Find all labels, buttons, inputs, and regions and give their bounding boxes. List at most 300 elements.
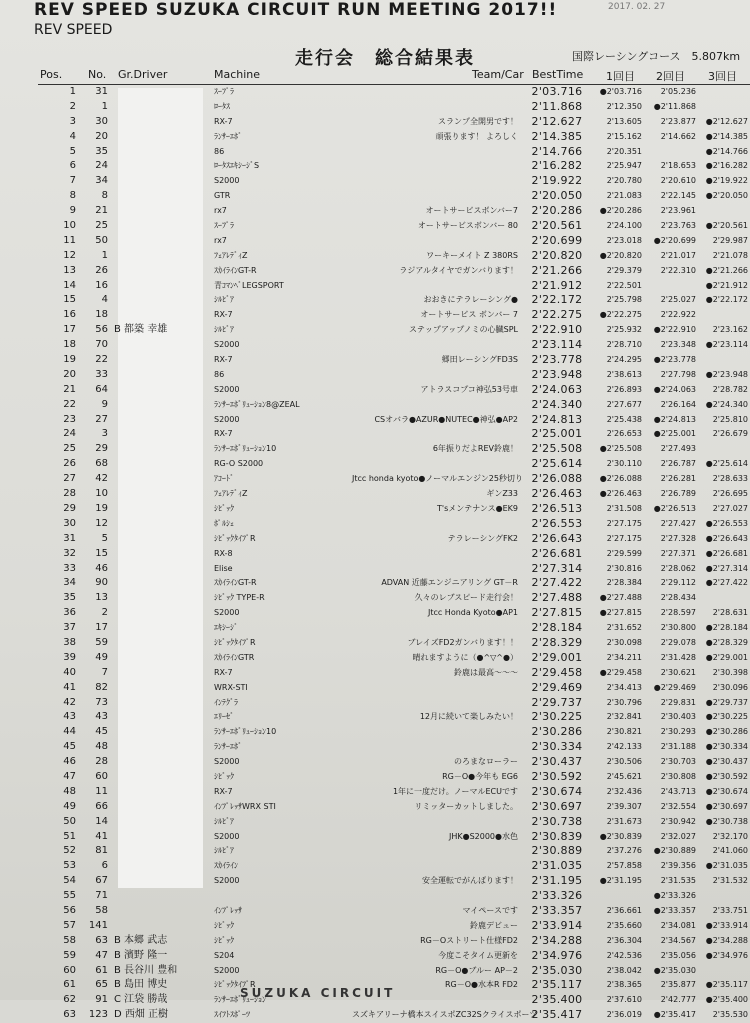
row-lap1: ●2'31.195 [599, 876, 642, 886]
row-machine: ｱｺｰﾄﾞ [214, 474, 234, 484]
row-number: 11 [95, 785, 108, 797]
row-lap2: 2'22.145 [660, 191, 696, 201]
row-number: 82 [95, 681, 108, 693]
row-pos: 13 [63, 264, 76, 276]
row-number: 70 [95, 339, 108, 351]
row-pos: 51 [63, 830, 76, 842]
row-lap2: 2'35.877 [660, 980, 696, 990]
row-team: 1年に一度だけ。ノーマルECUです [392, 786, 518, 796]
row-best-time: 2'31.035 [531, 859, 583, 873]
row-best-time: 2'14.766 [531, 144, 583, 158]
row-machine: ｼﾋﾞｯｸ [214, 503, 234, 513]
col-pos: Pos. [40, 68, 63, 81]
row-pos: 48 [63, 785, 76, 797]
row-team: オートサービスボンバー 80 [417, 221, 518, 231]
row-lap3: ●2'28.184 [705, 623, 748, 633]
table-row [0, 964, 750, 979]
row-lap1: 2'30.110 [606, 459, 642, 469]
row-machine: ﾌｪｱﾚﾃﾞｨZ [214, 250, 248, 260]
row-lap1: ●2'03.716 [599, 87, 642, 96]
row-best-time: 2'24.340 [531, 397, 583, 411]
row-team: テラレーシングFK2 [447, 533, 518, 543]
row-number: 71 [95, 890, 108, 902]
row-pos: 7 [69, 175, 76, 187]
row-lap1: 2'30.098 [606, 637, 642, 647]
row-lap2: ●2'24.063 [653, 384, 696, 394]
table-row [0, 427, 750, 442]
row-team: Jtcc Honda Kyoto●AP1 [427, 608, 518, 618]
row-machine: S2000 [214, 384, 240, 394]
row-machine: RG-O S2000 [214, 459, 264, 469]
row-lap1: ●2'27.815 [599, 608, 642, 618]
row-best-time: 2'28.329 [531, 635, 583, 649]
row-pos: 37 [63, 622, 76, 634]
row-lap1: 2'32.841 [606, 712, 642, 722]
row-lap1: 2'22.501 [606, 280, 642, 290]
row-machine: ｽｶｲﾗｲﾝGT-R [214, 578, 257, 588]
row-pos: 46 [63, 756, 76, 768]
row-lap1: 2'31.508 [606, 503, 642, 513]
row-number: 25 [95, 220, 108, 232]
row-lap3: 2'31.532 [712, 876, 748, 886]
row-lap2: ●2'23.778 [653, 355, 696, 365]
row-number: 18 [95, 309, 108, 321]
row-best-time: 2'20.699 [531, 233, 583, 247]
row-lap1: 2'27.175 [606, 533, 642, 543]
row-pos: 20 [63, 368, 76, 380]
row-pos: 16 [63, 309, 76, 321]
row-pos: 50 [63, 815, 76, 827]
table-row [0, 338, 750, 353]
row-number: 46 [95, 562, 108, 574]
row-machine: ｽｶｲﾗｲﾝ [214, 861, 238, 871]
row-lap2: 2'34.081 [660, 920, 696, 930]
row-number: 3 [101, 428, 108, 440]
table-row [0, 830, 750, 845]
row-machine: ｼﾋﾞｯｸ TYPE-R [214, 593, 265, 603]
row-team: 6年振りだよREV鈴鹿！ [432, 444, 518, 454]
table-row [0, 919, 750, 934]
row-pos: 19 [63, 354, 76, 366]
row-number: 34 [95, 175, 108, 187]
row-lap1: 2'25.932 [606, 325, 642, 335]
row-best-time: 2'22.172 [531, 293, 583, 307]
row-lap3: ●2'12.627 [705, 116, 748, 126]
row-lap3: 2'35.530 [712, 1010, 748, 1020]
row-machine: 86 [214, 369, 225, 379]
row-number: 63 [95, 934, 108, 946]
table-row [0, 666, 750, 681]
row-lap2: 2'30.942 [660, 816, 696, 826]
row-team: 安全運転でがんばります！ [422, 876, 518, 886]
row-machine: ﾌｪｱﾚﾃﾞｨZ [214, 489, 248, 499]
row-lap1: 2'34.211 [606, 652, 642, 662]
row-lap1: 2'42.133 [606, 742, 642, 752]
row-machine: S2000 [214, 876, 240, 886]
table-row [0, 442, 750, 457]
row-lap2: ●2'22.910 [653, 325, 696, 335]
row-machine: ｽｶｲﾗｲﾝGT-R [214, 265, 257, 275]
table-row [0, 934, 750, 949]
row-lap2: 2'30.293 [660, 727, 696, 737]
row-lap2: 2'21.017 [660, 250, 696, 260]
row-driver: D 西畑 正樹 [114, 1009, 169, 1021]
row-pos: 61 [63, 979, 76, 991]
table-row [0, 874, 750, 889]
row-best-time: 2'21.266 [531, 263, 583, 277]
row-best-time: 2'27.815 [531, 606, 583, 620]
row-lap2: ●2'33.357 [653, 905, 696, 915]
row-lap3: ●2'26.681 [705, 548, 748, 558]
row-machine: ｽｶｲﾗｲﾝGTR [214, 652, 255, 662]
row-lap3: ●2'22.172 [705, 295, 748, 305]
row-best-time: 2'22.910 [531, 323, 583, 337]
footer-logo: SUZUKA CIRCUIT [240, 986, 396, 1000]
row-lap3: ●2'27.422 [705, 578, 748, 588]
row-pos: 32 [63, 547, 76, 559]
row-number: 10 [95, 488, 108, 500]
row-lap3: ●2'27.314 [705, 563, 748, 573]
row-lap1: ●2'26.088 [599, 474, 642, 484]
row-machine: ﾗﾝｻｰｴﾎﾞ [214, 131, 242, 141]
row-lap1: ●2'27.488 [599, 593, 642, 603]
row-pos: 41 [63, 681, 76, 693]
row-lap1: 2'23.018 [606, 235, 642, 245]
row-number: 22 [95, 354, 108, 366]
row-lap1: 2'29.379 [606, 265, 642, 275]
row-lap2: 2'31.428 [660, 652, 696, 662]
row-number: 27 [95, 413, 108, 425]
row-pos: 40 [63, 666, 76, 678]
row-best-time: 2'30.839 [531, 829, 583, 843]
row-team: CSオバラ●AZUR●NUTEC●神弘●AP2 [374, 414, 518, 424]
row-lap3: ●2'29.737 [705, 697, 748, 707]
row-pos: 12 [63, 249, 76, 261]
row-lap2: 2'34.567 [660, 935, 696, 945]
row-machine: ｼﾙﾋﾞｱ [214, 846, 234, 856]
row-machine: S2000 [214, 176, 240, 186]
row-best-time: 2'29.458 [531, 665, 583, 679]
table-row [0, 100, 750, 115]
row-team: 頑張ります！ よろしく [435, 131, 518, 141]
row-best-time: 2'34.288 [531, 933, 583, 947]
row-number: 24 [95, 160, 108, 172]
col-lap1: 1回目 [606, 70, 635, 83]
row-best-time: 2'24.813 [531, 412, 583, 426]
row-team: 晴れますように（●^▽^●） [412, 652, 518, 662]
row-pos: 11 [63, 234, 76, 246]
row-lap2: ●2'29.469 [653, 682, 696, 692]
row-lap3: ●2'30.437 [705, 757, 748, 767]
row-lap3: 2'26.695 [712, 489, 748, 499]
row-lap3: ●2'34.288 [705, 935, 748, 945]
row-lap1: 2'42.536 [606, 950, 642, 960]
row-lap3: ●2'33.914 [705, 920, 748, 930]
row-number: 123 [88, 1009, 108, 1021]
row-number: 73 [95, 696, 108, 708]
row-machine: ｴｷｼｰｼﾞ [214, 623, 238, 633]
row-pos: 27 [63, 473, 76, 485]
row-lap3: 2'32.170 [712, 831, 748, 841]
row-team: マイペースです [462, 905, 518, 915]
row-team: T'sメンテナンス●EK9 [437, 503, 518, 513]
row-best-time: 2'20.286 [531, 204, 583, 218]
row-pos: 9 [69, 205, 76, 217]
row-machine: rx7 [214, 206, 227, 216]
table-row [0, 219, 750, 234]
row-lap2: ●2'30.889 [653, 846, 696, 856]
row-pos: 18 [63, 339, 76, 351]
row-machine: ｽｰﾌﾟﾗ [214, 87, 234, 96]
table-row [0, 353, 750, 368]
row-pos: 44 [63, 726, 76, 738]
row-lap2: 2'05.236 [660, 87, 696, 96]
row-lap1: 2'29.599 [606, 548, 642, 558]
row-machine: ｲﾝﾌﾟﾚｯｻWRX STI [214, 801, 276, 811]
row-best-time: 2'26.553 [531, 516, 583, 530]
row-best-time: 2'23.778 [531, 353, 583, 367]
row-team: RG－O●水本R FD2 [445, 980, 518, 990]
row-best-time: 2'25.614 [531, 457, 583, 471]
row-lap2: 2'29.831 [660, 697, 696, 707]
row-lap2: 2'30.621 [660, 667, 696, 677]
row-number: 58 [95, 904, 108, 916]
row-number: 6 [101, 860, 108, 872]
table-row [0, 815, 750, 830]
row-team: 12月に続いて楽しみたい！ [419, 712, 518, 722]
row-pos: 3 [69, 115, 76, 127]
row-lap2: ●2'26.513 [653, 503, 696, 513]
row-lap2: 2'30.808 [660, 771, 696, 781]
row-best-time: 2'33.914 [531, 918, 583, 932]
row-best-time: 2'35.417 [531, 1008, 583, 1022]
row-driver: B 濱野 隆一 [114, 949, 168, 961]
row-machine: RX-7 [214, 116, 233, 126]
row-lap3: ●2'24.340 [705, 399, 748, 409]
row-lap2: 2'30.403 [660, 712, 696, 722]
table-row [0, 115, 750, 130]
row-lap2: 2'27.427 [660, 518, 696, 528]
row-lap3: ●2'14.385 [705, 131, 748, 141]
row-best-time: 2'03.716 [531, 85, 583, 98]
row-team: オートサービス ボンバー 7 [420, 310, 518, 320]
row-lap2: 2'28.434 [660, 593, 696, 603]
row-machine: ﾗﾝｻｰｴﾎﾞﾘｭｰｼｮﾝ [214, 995, 266, 1005]
row-machine: RX-7 [214, 667, 233, 677]
table-row [0, 725, 750, 740]
row-pos: 35 [63, 592, 76, 604]
table-row [0, 740, 750, 755]
row-lap2: 2'26.787 [660, 459, 696, 469]
row-best-time: 2'35.117 [531, 978, 583, 992]
row-machine: ｼﾋﾞｯｸﾀｲﾌﾟR [214, 533, 256, 543]
row-machine: S204 [214, 950, 235, 960]
row-lap1: 2'32.436 [606, 786, 642, 796]
table-row [0, 189, 750, 204]
table-row [0, 770, 750, 785]
row-number: 35 [95, 145, 108, 157]
row-best-time: 2'25.508 [531, 442, 583, 456]
row-number: 30 [95, 115, 108, 127]
row-lap2: 2'23.763 [660, 221, 696, 231]
row-lap2: 2'28.597 [660, 608, 696, 618]
row-best-time: 2'21.912 [531, 278, 583, 292]
row-number: 1 [101, 249, 108, 261]
row-team: ブレイズFD2ガンバります！！ [407, 637, 518, 647]
row-best-time: 2'19.922 [531, 174, 583, 188]
col-no: No. [88, 68, 107, 81]
row-machine: S2000 [214, 414, 240, 424]
table-row [0, 606, 750, 621]
row-best-time: 2'23.948 [531, 367, 583, 381]
row-pos: 52 [63, 845, 76, 857]
row-team: RG－Oストリート仕様FD2 [420, 935, 518, 945]
row-number: 42 [95, 473, 108, 485]
row-team: ギンZ33 [486, 489, 518, 499]
row-lap3: ●2'35.400 [705, 995, 748, 1005]
table-row [0, 457, 750, 472]
col-driver: Gr.Driver [118, 68, 168, 81]
row-lap3: 2'30.096 [712, 682, 748, 692]
row-lap3: ●2'20.050 [705, 191, 748, 201]
row-number: 67 [95, 875, 108, 887]
row-number: 15 [95, 547, 108, 559]
row-best-time: 2'30.334 [531, 740, 583, 754]
row-number: 33 [95, 368, 108, 380]
row-number: 91 [95, 994, 108, 1006]
row-number: 66 [95, 800, 108, 812]
row-lap2: 2'25.027 [660, 295, 696, 305]
row-machine: ﾛｰﾀｽ [214, 101, 230, 111]
table-row [0, 576, 750, 591]
row-best-time: 2'29.001 [531, 650, 583, 664]
row-lap3: ●2'30.225 [705, 712, 748, 722]
row-lap1: ●2'25.508 [599, 444, 642, 454]
row-best-time: 2'23.114 [531, 338, 583, 352]
row-lap1: 2'38.613 [606, 369, 642, 379]
row-number: 14 [95, 815, 108, 827]
table-row [0, 562, 750, 577]
row-pos: 25 [63, 443, 76, 455]
row-number: 65 [95, 979, 108, 991]
col-team: Team/Car [472, 68, 524, 81]
row-pos: 38 [63, 636, 76, 648]
row-lap1: ●2'20.820 [599, 250, 642, 260]
row-driver: B 島田 博史 [114, 979, 168, 991]
results-table [0, 85, 750, 1023]
row-number: 19 [95, 502, 108, 514]
table-row [0, 517, 750, 532]
row-best-time: 2'29.737 [531, 695, 583, 709]
row-machine: ｽｰﾌﾟﾗ [214, 221, 234, 231]
table-row [0, 651, 750, 666]
row-number: 21 [95, 205, 108, 217]
col-best: BestTime [532, 68, 584, 81]
row-pos: 6 [69, 160, 76, 172]
row-pos: 43 [63, 711, 76, 723]
row-lap3: ●2'26.643 [705, 533, 748, 543]
row-team: RG－O●ブルー AP－2 [435, 965, 518, 975]
row-lap3: 2'28.631 [712, 608, 748, 618]
row-team: Jtcc honda kyoto●ノーマルエンジン25秒切り [352, 474, 523, 484]
row-best-time: 2'30.286 [531, 725, 583, 739]
row-machine: Elise [214, 563, 233, 573]
row-lap1: 2'37.276 [606, 846, 642, 856]
row-lap1: 2'57.858 [606, 861, 642, 871]
row-lap3: ●2'30.334 [705, 742, 748, 752]
row-lap1: 2'13.605 [606, 116, 642, 126]
row-lap1: 2'28.710 [606, 340, 642, 350]
row-best-time: 2'20.820 [531, 248, 583, 262]
row-pos: 54 [63, 875, 76, 887]
row-lap2: 2'43.713 [660, 786, 696, 796]
row-pos: 57 [63, 919, 76, 931]
row-team: スズキアリーナ橋本スイスポZC32Sクライスポーツ [352, 1010, 538, 1020]
row-number: 20 [95, 130, 108, 142]
row-machine: S2000 [214, 831, 240, 841]
row-lap2: 2'23.877 [660, 116, 696, 126]
row-lap3: ●2'20.561 [705, 221, 748, 231]
row-best-time: 2'25.001 [531, 427, 583, 441]
row-best-time: 2'30.738 [531, 814, 583, 828]
row-lap3: 2'28.633 [712, 474, 748, 484]
row-machine: ｼﾙﾋﾞｱ [214, 325, 234, 335]
row-best-time: 2'30.697 [531, 799, 583, 813]
table-row [0, 368, 750, 383]
row-machine: ｼﾋﾞｯｸﾀｲﾌﾟR [214, 980, 256, 990]
row-best-time: 2'20.050 [531, 189, 583, 203]
row-pos: 30 [63, 517, 76, 529]
row-team: JHK●S2000●水色 [448, 831, 518, 841]
row-number: 45 [95, 726, 108, 738]
row-number: 1 [101, 100, 108, 112]
row-number: 29 [95, 443, 108, 455]
row-lap2: ●2'11.868 [653, 101, 696, 111]
row-team: 久々のレブスピード走行会！ [414, 593, 518, 603]
organizer: REV SPEED [34, 22, 113, 38]
table-row [0, 145, 750, 160]
row-best-time: 2'12.627 [531, 114, 583, 128]
row-machine: ｼﾋﾞｯｸ [214, 935, 234, 945]
row-team: ADVAN 近藤エンジニアリング GT－R [381, 578, 518, 588]
table-row [0, 130, 750, 145]
row-lap3: 2'21.078 [712, 250, 748, 260]
table-row [0, 159, 750, 174]
row-lap1: 2'24.100 [606, 221, 642, 231]
row-lap1: 2'36.661 [606, 905, 642, 915]
row-lap1: 2'27.175 [606, 518, 642, 528]
row-lap1: 2'39.307 [606, 801, 642, 811]
row-lap3: 2'26.679 [712, 429, 748, 439]
row-machine: S2000 [214, 757, 240, 767]
row-pos: 62 [63, 994, 76, 1006]
row-best-time: 2'24.063 [531, 382, 583, 396]
row-team: 郷田レーシングFD3S [441, 355, 518, 365]
row-lap2: 2'22.922 [660, 310, 696, 320]
row-lap1: 2'25.798 [606, 295, 642, 305]
table-row [0, 547, 750, 562]
row-lap3: 2'30.398 [712, 667, 748, 677]
row-machine: ｴﾘｰｾﾞ [214, 712, 234, 722]
row-number: 16 [95, 279, 108, 291]
table-row [0, 85, 750, 100]
table-row [0, 889, 750, 904]
row-pos: 24 [63, 428, 76, 440]
row-lap3: ●2'30.738 [705, 816, 748, 826]
row-machine: ﾗﾝｻｰｴﾎﾞﾘｭｰｼｮﾝ10 [214, 444, 277, 454]
table-row [0, 398, 750, 413]
table-row [0, 904, 750, 919]
